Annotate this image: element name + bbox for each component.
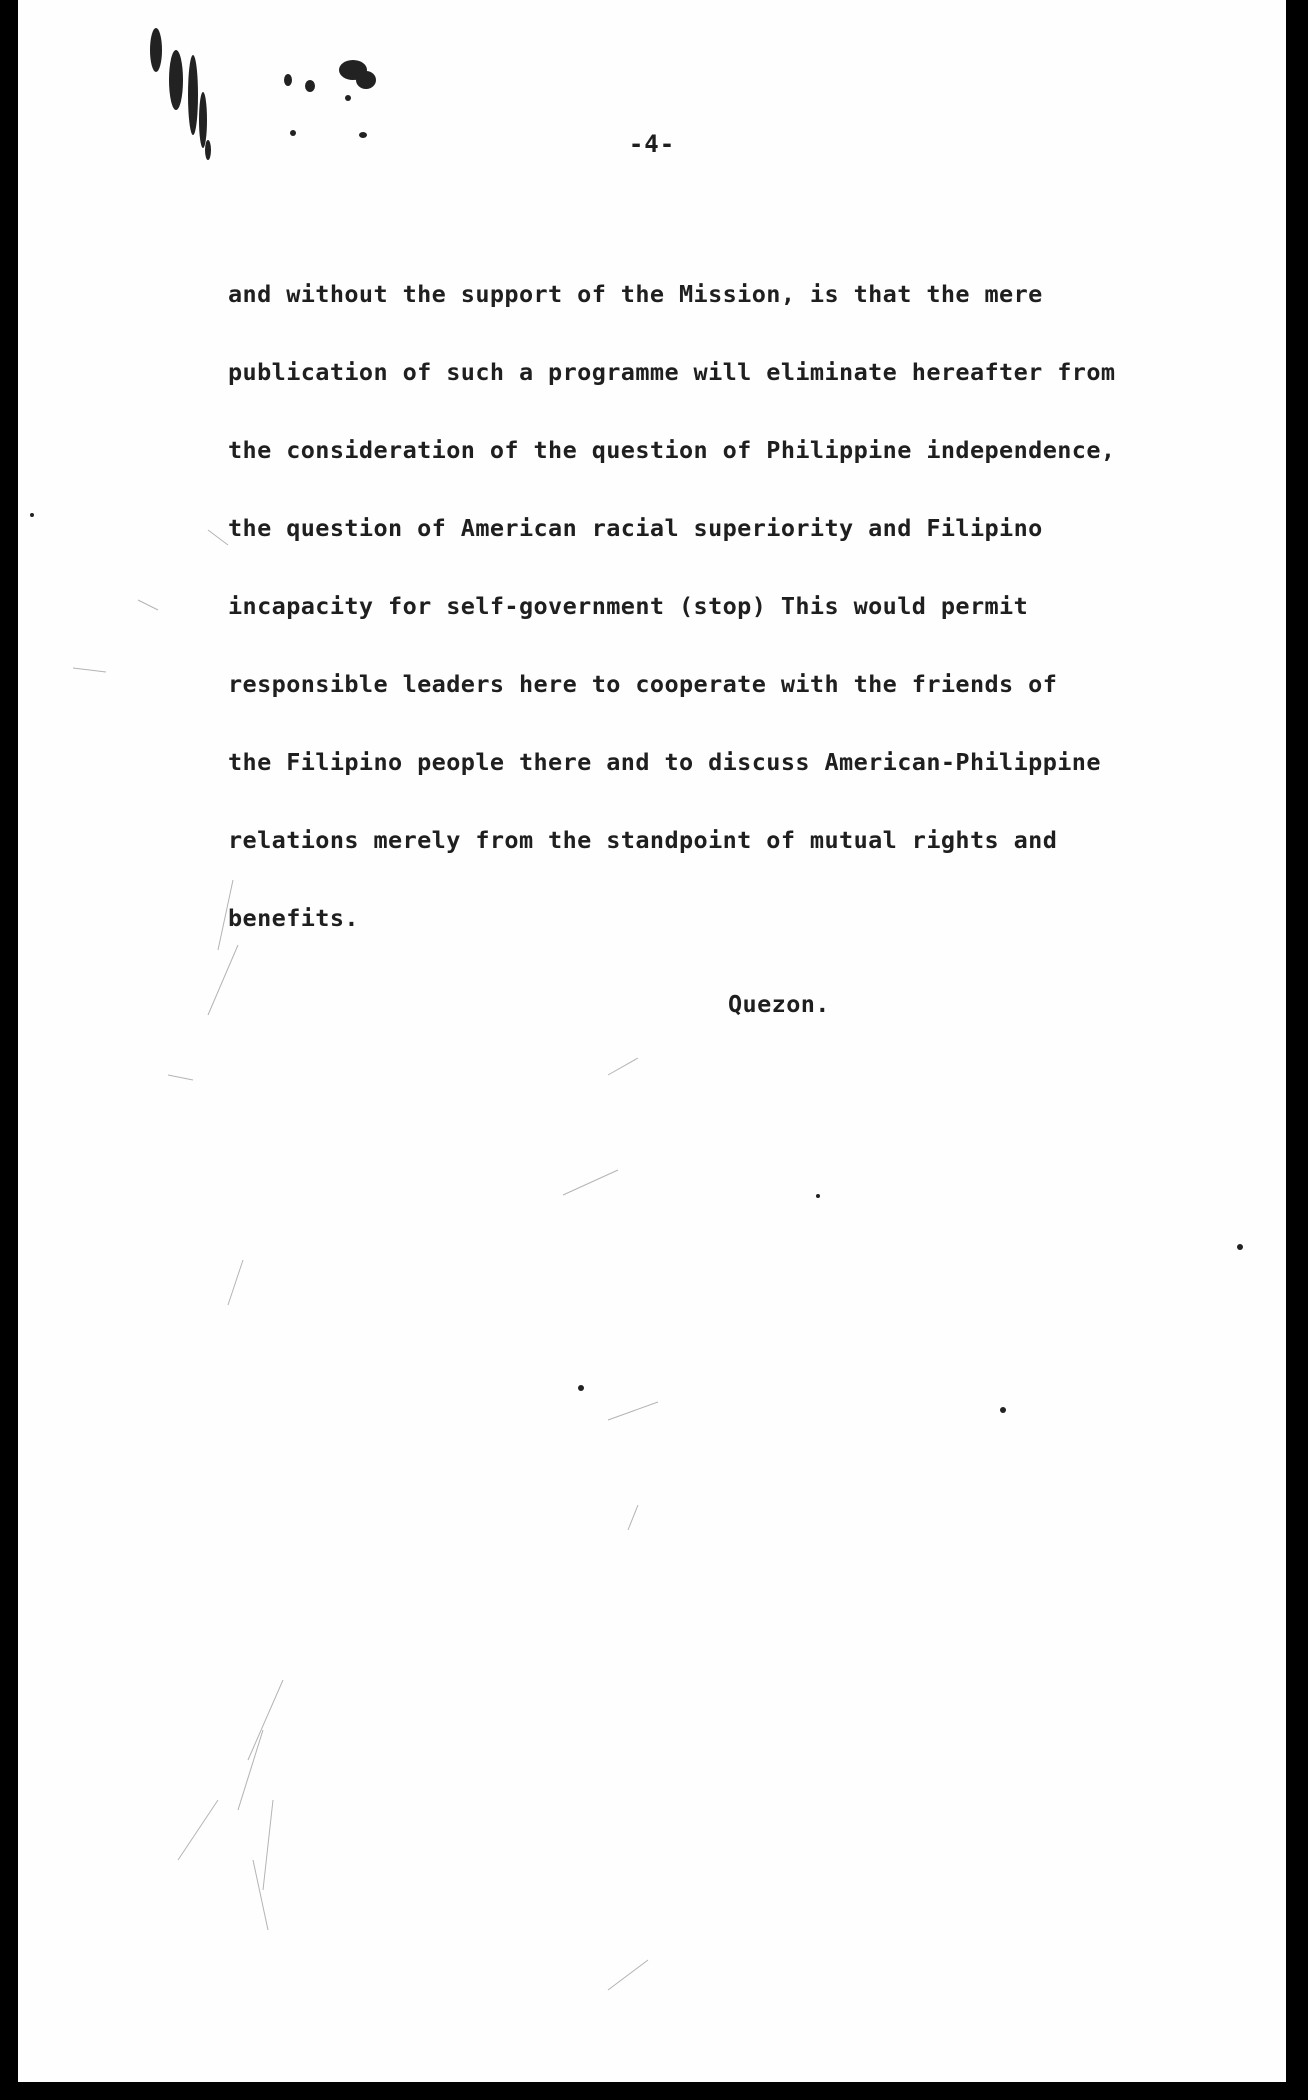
text-line: the Filipino people there and to discuss American-Philippine <box>228 748 1101 776</box>
text-line: and without the support of the Mission, is that the mere <box>228 280 1043 308</box>
text-line: relations merely from the standpoint of mutual rights and <box>228 826 1058 854</box>
text-line: benefits. <box>228 904 359 932</box>
document-page <box>18 0 1286 2082</box>
text-line: the consideration of the question of Philippine independence, <box>228 436 1116 464</box>
text-line: incapacity for self-government (stop) This would permit <box>228 592 1029 620</box>
text-line: the question of American racial superiority and Filipino <box>228 514 1043 542</box>
telegram-body <box>228 255 1228 957</box>
page-number: -4- <box>628 130 676 158</box>
text-line: responsible leaders here to cooperate with the friends of <box>228 670 1058 698</box>
text-line: publication of such a programme will eliminate hereafter from <box>228 358 1116 386</box>
signature: Quezon. <box>728 990 830 1018</box>
